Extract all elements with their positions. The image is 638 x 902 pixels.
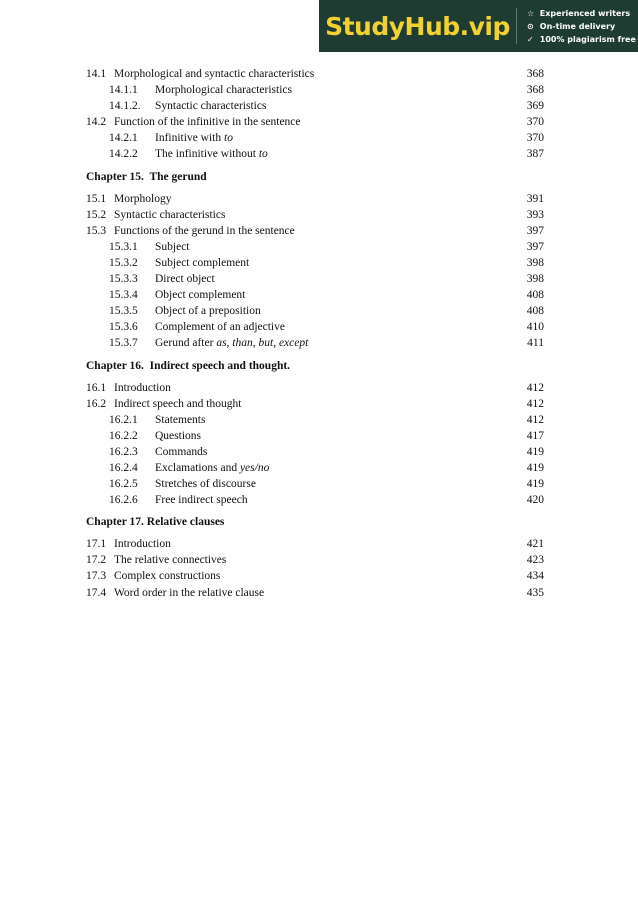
toc-page: 423	[526, 554, 544, 567]
toc-title: Exclamations and yes/no	[155, 461, 270, 474]
toc-page: 387	[526, 148, 544, 161]
toc-title: Syntactic characteristics	[114, 208, 226, 221]
toc-number: 17.3	[86, 570, 107, 583]
chapter-heading[interactable]: Chapter 15. The gerund	[86, 170, 207, 183]
toc-number: 15.3	[86, 224, 107, 237]
chapter-heading[interactable]: Chapter 17. Relative clauses	[86, 516, 225, 529]
toc-number: 15.3.1	[109, 240, 138, 253]
toc-number: 17.2	[86, 554, 107, 567]
toc-title: Questions	[155, 429, 201, 442]
toc-number: 14.2.2	[109, 148, 138, 161]
toc-entry[interactable]	[86, 130, 544, 146]
toc-page: 417	[526, 429, 544, 442]
toc-number: 14.2.1	[109, 132, 138, 145]
toc-title: The relative connectives	[114, 554, 227, 567]
toc-entry[interactable]	[86, 552, 544, 568]
ad-banner[interactable]	[319, 0, 638, 52]
toc-entry[interactable]	[86, 98, 544, 114]
toc-number: 15.1	[86, 192, 107, 205]
toc-title: Statements	[155, 413, 206, 426]
toc-entry[interactable]	[86, 460, 544, 476]
toc-title: Subject complement	[155, 256, 250, 269]
toc-page: 412	[526, 413, 544, 426]
toc-page: 435	[526, 586, 544, 599]
toc-page: 421	[526, 538, 544, 551]
toc-number: 15.3.2	[109, 256, 138, 269]
toc-page: 420	[526, 494, 544, 507]
toc-entry[interactable]	[86, 146, 544, 162]
toc-page: 408	[526, 305, 544, 318]
toc-page: 398	[526, 256, 544, 269]
toc-page: 397	[526, 240, 544, 253]
toc-number: 15.3.6	[109, 321, 138, 334]
toc-entry[interactable]	[86, 536, 544, 552]
banner-logo: StudyHub.vip	[325, 11, 510, 41]
toc-title: Indirect speech and thought	[114, 397, 242, 410]
toc-title: Free indirect speech	[155, 494, 248, 507]
toc-entry[interactable]	[86, 335, 544, 351]
feature-experienced-writers	[527, 8, 638, 19]
toc-title: Function of the infinitive in the sentence	[114, 116, 301, 129]
table-of-contents	[86, 66, 544, 601]
toc-entry[interactable]	[86, 255, 544, 271]
toc-number: 14.2	[86, 116, 107, 129]
toc-page: 434	[526, 570, 544, 583]
clock-icon: ⊙	[527, 21, 534, 31]
feature-label: On-time delivery	[539, 21, 616, 31]
toc-page: 369	[526, 100, 544, 113]
toc-title: Complex constructions	[114, 570, 221, 583]
star-icon: ☆	[527, 8, 535, 18]
toc-page: 370	[526, 116, 544, 129]
toc-entry[interactable]	[86, 428, 544, 444]
toc-number: 16.2	[86, 397, 107, 410]
feature-plagiarism-free	[527, 34, 638, 45]
toc-number: 16.2.2	[109, 429, 138, 442]
toc-title: Stretches of discourse	[155, 478, 256, 491]
toc-entry[interactable]	[86, 287, 544, 303]
toc-entry[interactable]	[86, 82, 544, 98]
toc-number: 14.1	[86, 68, 107, 80]
toc-page: 419	[526, 445, 544, 458]
toc-entry[interactable]	[86, 223, 544, 239]
toc-entry[interactable]	[86, 492, 544, 508]
toc-title: Introduction	[114, 538, 171, 551]
toc-title: Object complement	[155, 289, 246, 302]
toc-entry[interactable]	[86, 412, 544, 428]
toc-entry[interactable]	[86, 476, 544, 492]
toc-page: 412	[526, 397, 544, 410]
toc-entry[interactable]	[86, 271, 544, 287]
toc-page: 370	[526, 132, 544, 145]
toc-number: 16.1	[86, 381, 107, 394]
toc-title: Functions of the gerund in the sentence	[114, 224, 295, 237]
toc-entry[interactable]	[86, 568, 544, 584]
toc-number: 17.4	[86, 586, 107, 599]
toc-page: 419	[526, 478, 544, 491]
toc-title: Subject	[155, 240, 190, 253]
check-icon: ✓	[527, 34, 534, 44]
toc-number: 15.3.4	[109, 289, 138, 302]
toc-title: Morphology	[114, 192, 172, 205]
toc-number: 16.2.5	[109, 478, 138, 491]
toc-title: The infinitive without to	[155, 148, 268, 161]
toc-title: Commands	[155, 445, 208, 458]
toc-number: 15.3.3	[109, 273, 138, 286]
toc-page: 368	[526, 68, 544, 80]
toc-number: 15.2	[86, 208, 107, 221]
toc-title: Introduction	[114, 381, 171, 394]
toc-entry[interactable]	[86, 207, 544, 223]
toc-page: 412	[526, 381, 544, 394]
toc-entry[interactable]	[86, 114, 544, 130]
toc-number: 16.2.1	[109, 413, 138, 426]
chapter-heading[interactable]: Chapter 16. Indirect speech and thought.	[86, 359, 291, 372]
toc-page: 368	[526, 84, 544, 97]
toc-entry[interactable]	[86, 66, 544, 82]
toc-title: Direct object	[155, 273, 215, 286]
toc-number: 14.1.2.	[109, 100, 141, 113]
toc-page: 397	[526, 224, 544, 237]
toc-title: Gerund after as, than, but, except	[155, 337, 309, 350]
toc-entry[interactable]	[86, 239, 544, 255]
toc-title: Word order in the relative clause	[114, 586, 265, 599]
toc-number: 15.3.7	[109, 337, 138, 350]
toc-title: Complement of an adjective	[155, 321, 285, 334]
toc-page: 411	[527, 337, 544, 350]
toc-entry[interactable]	[86, 319, 544, 335]
toc-entry[interactable]	[86, 303, 544, 319]
toc-page: 419	[526, 461, 544, 474]
banner-features	[517, 0, 638, 52]
toc-number: 16.2.6	[109, 494, 138, 507]
toc-entry[interactable]	[86, 444, 544, 460]
toc-page: 393	[526, 208, 544, 221]
toc-title: Object of a preposition	[155, 305, 261, 318]
toc-entry[interactable]	[86, 396, 544, 412]
toc-number: 14.1.1	[109, 84, 138, 97]
toc-title: Syntactic characteristics	[155, 100, 267, 113]
toc-number: 15.3.5	[109, 305, 138, 318]
toc-title: Infinitive with to	[155, 132, 233, 145]
toc-page: 391	[526, 192, 544, 205]
toc-number: 17.1	[86, 538, 107, 551]
toc-entry[interactable]	[86, 380, 544, 396]
toc-number: 16.2.4	[109, 461, 138, 474]
feature-on-time-delivery	[527, 21, 638, 32]
toc-title: Morphological characteristics	[155, 84, 292, 97]
feature-label: Experienced writers	[539, 8, 631, 18]
toc-page: 398	[526, 273, 544, 286]
toc-page: 408	[526, 289, 544, 302]
toc-page: 410	[526, 321, 544, 334]
toc-number: 16.2.3	[109, 445, 138, 458]
toc-entry[interactable]	[86, 585, 544, 601]
toc-entry[interactable]	[86, 191, 544, 207]
feature-label: 100% plagiarism free	[539, 34, 636, 44]
toc-title: Morphological and syntactic characteristics	[114, 68, 315, 80]
